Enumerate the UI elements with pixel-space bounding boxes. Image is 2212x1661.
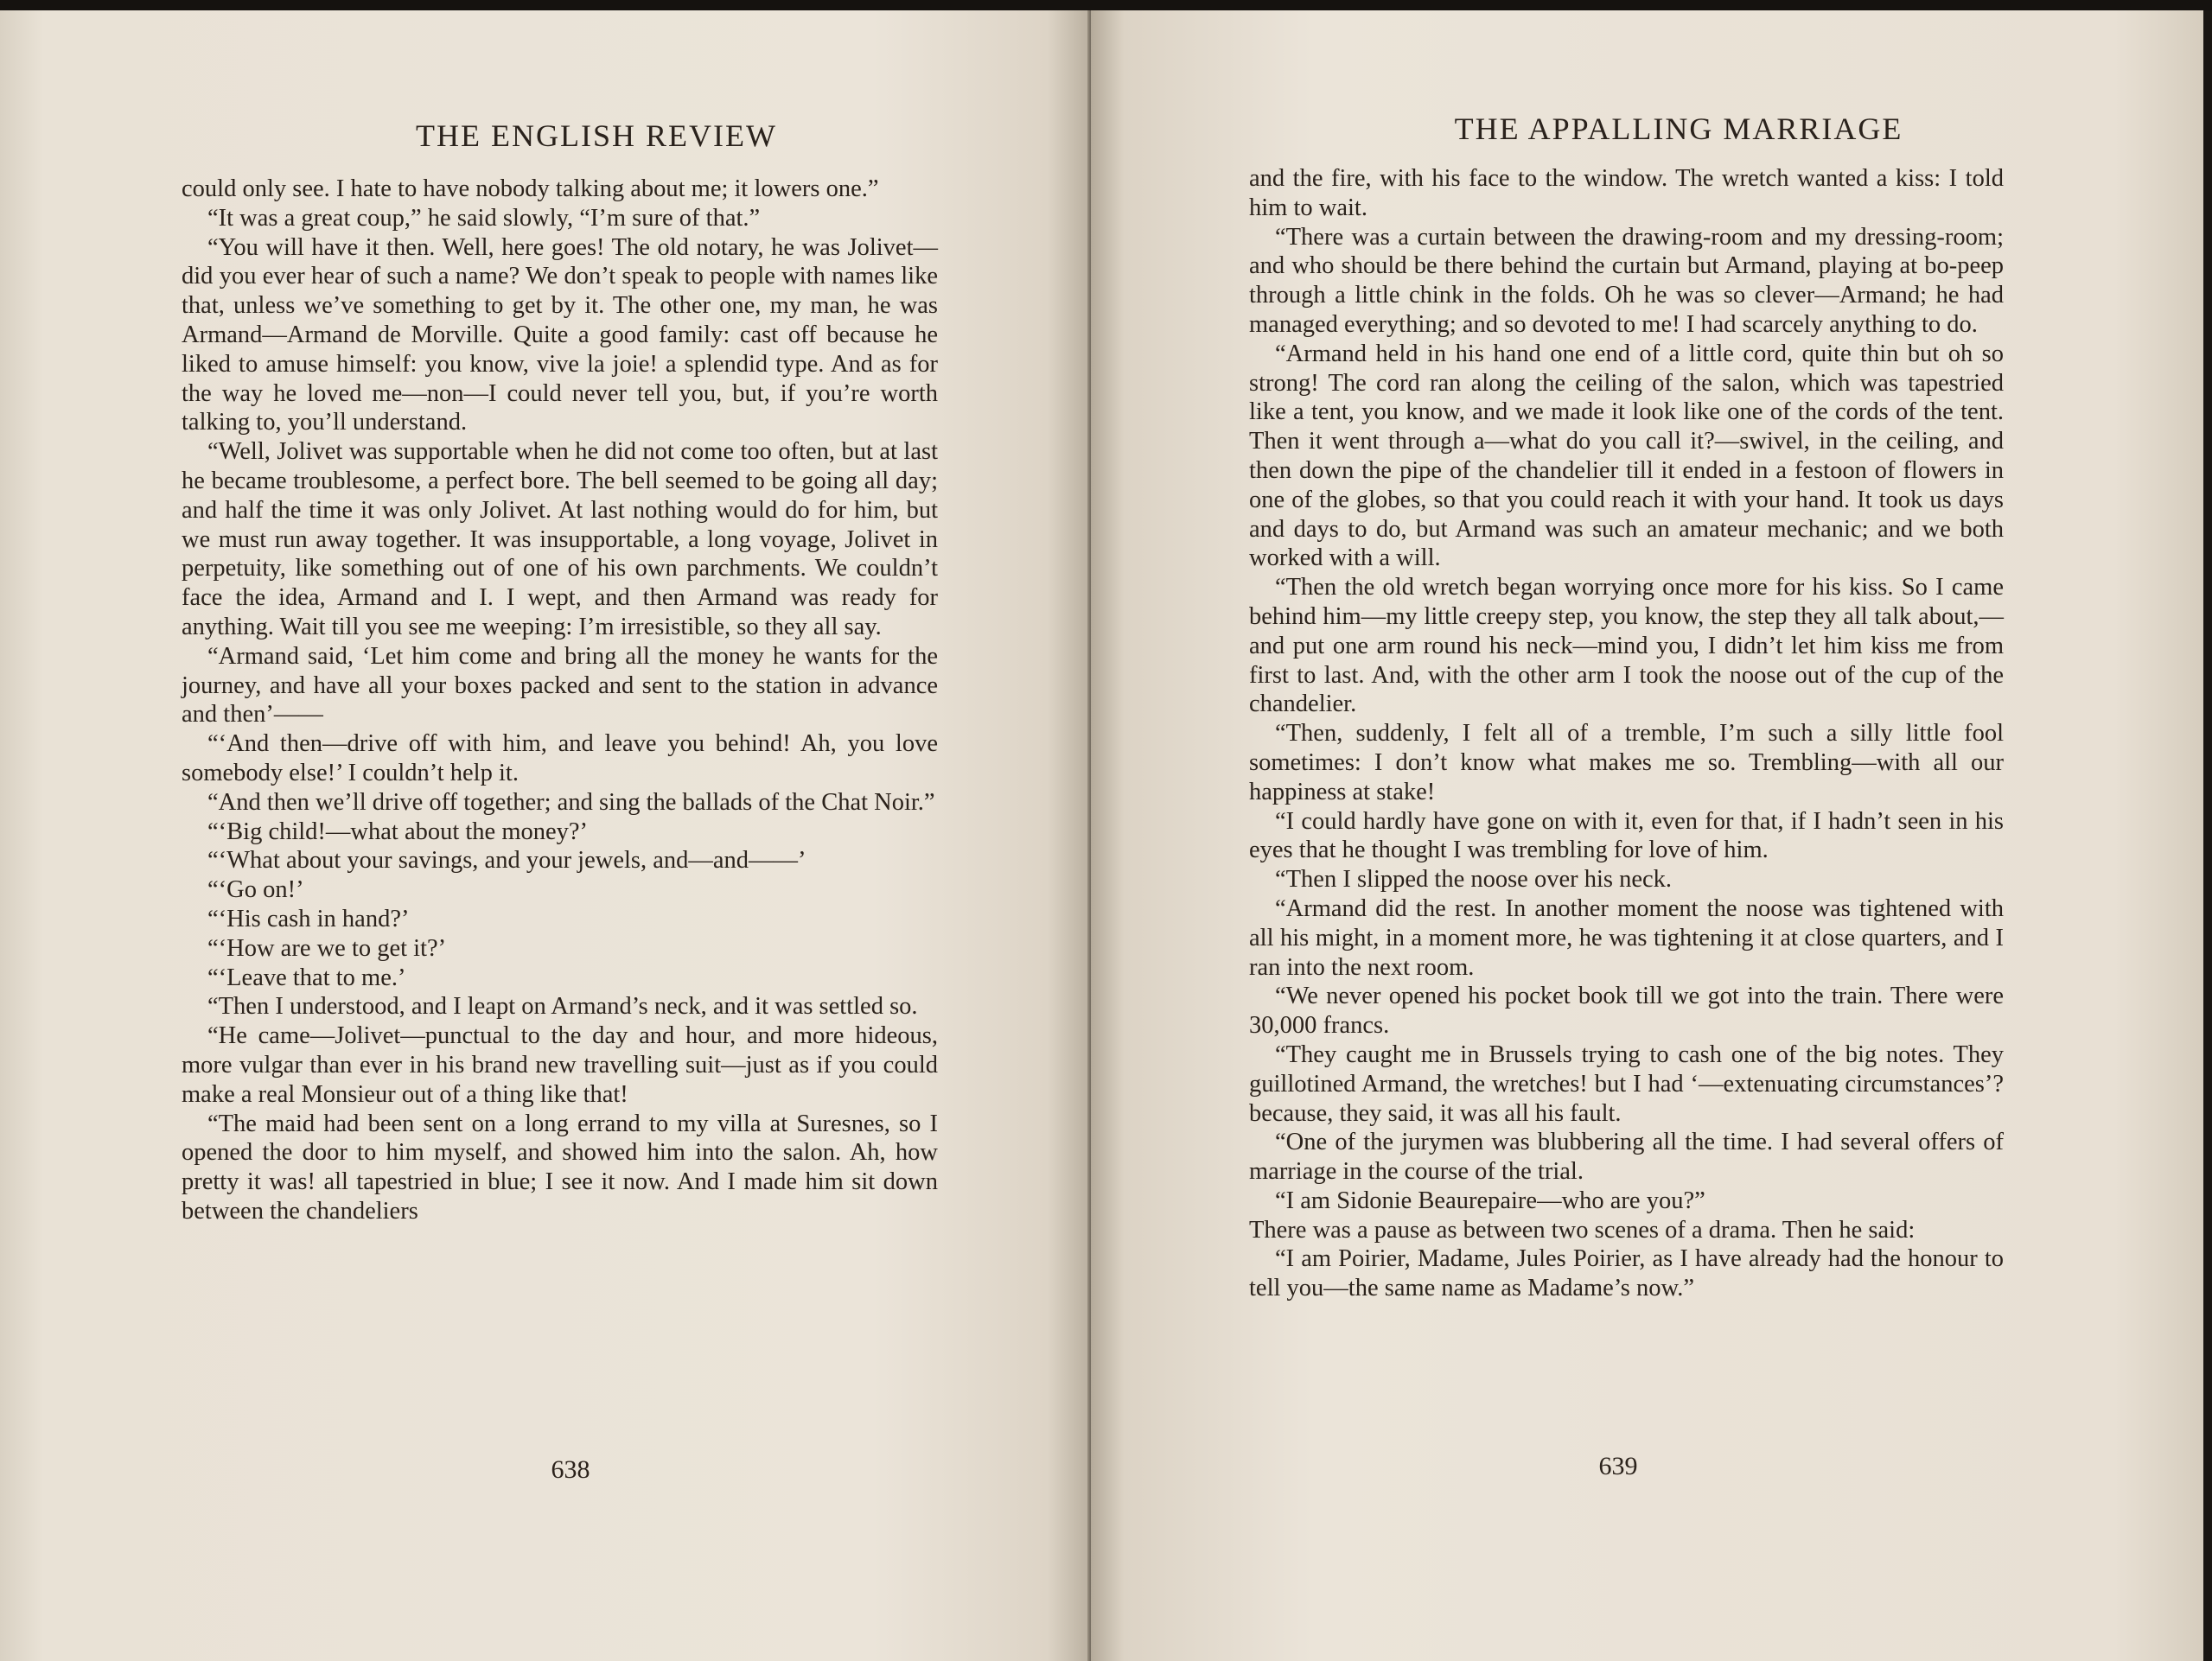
paragraph: “I am Poirier, Madame, Jules Poirier, as I have already had the honour to tell you—the same name as Madame’s now.” [1249, 1245, 2004, 1302]
paragraph: “‘And then—drive off with him, and leave you behind! Ah, you love somebody else!’ I couldn’t help it. [182, 730, 938, 786]
paragraph: “We never opened his pocket book till we got into the train. There were 30,000 francs. [1249, 983, 2004, 1040]
paragraph: “‘Leave that to me.’ [207, 964, 406, 991]
paragraph: “Well, Jolivet was supportable when he did not come too often, but at last he became troublesome, a perfect bore. The bell seemed to be going all day; and half the time it was only Jolivet. At last nothing would do for him, but we must run away together. It was insupportable, a long voyage, Jolivet in perpetuity, like something out of one of his own parchments. We couldn’t face the idea, Armand and I. I wept, and then Armand was ready for anything. Wait till you see me weeping: I’m irresistible, so they all say. [182, 438, 938, 640]
running-head: THE APPALLING MARRIAGE [1454, 111, 1903, 146]
page-text [1249, 164, 2004, 1303]
paragraph: “‘How are we to get it?’ [207, 934, 447, 962]
right-page [1091, 10, 2203, 1661]
paragraph: “‘Go on!’ [207, 876, 304, 904]
paragraph: “Armand said, ‘Let him come and bring all the money he wants for the journey, and have all your boxes packed and sent to the station in advance and then’—— [182, 642, 938, 729]
paragraph: “They caught me in Brussels trying to cash one of the big notes. They guillotined Armand, the wretches! but I had ‘—extenuating circumstances’? because, they said, it was all his fault. [1249, 1041, 2004, 1127]
page-edge [2203, 10, 2212, 1661]
page-number: 639 [1598, 1452, 1638, 1480]
left-page [0, 10, 1091, 1661]
running-head: THE ENGLISH REVIEW [416, 118, 777, 153]
paragraph: “I am Sidonie Beaurepaire—who are you?” [1275, 1187, 1705, 1214]
paragraph: “Then, suddenly, I felt all of a tremble, I’m such a silly little fool sometimes: I don’t know what makes me so. Trembling—with all our happiness at stake! [1249, 720, 2004, 805]
page-text [182, 175, 938, 1226]
paragraph: “You will have it then. Well, here goes! The old notary, he was Jolivet—did you ever hear of such a name? We don’t speak to people with names like that, unless we’ve something to get by it. The other one, my man, he was Armand—Armand de Morville. Quite a good family: cast off because he liked to amuse himself: you know, vive la joie! a splendid type. And as for the way he loved me—non—I could never tell you, but, if you’re worth talking to, you’ll understand. [182, 233, 938, 436]
paragraph: “I could hardly have gone on with it, even for that, if I hadn’t seen in his eyes that he thought I was trembling for love of him. [1249, 807, 2004, 864]
book-spread [0, 10, 2212, 1661]
paragraph: “It was a great coup,” he said slowly, “I’m sure of that.” [207, 204, 761, 232]
paragraph: “Armand held in his hand one end of a little cord, quite thin but oh so strong! The cord ran along the ceiling of the salon, which was tapestried like a tent, you know, and we made it look like one of the cords of the tent. Then it went through a—what do you call it?—swivel, in the ceiling, and then down the pipe of the chandelier till it ended in a festoon of flowers in one of the globes, so that you could reach it with your hand. It took us days and days to do, but Armand was such an amateur mechanic; and we both worked with a will. [1249, 340, 2004, 572]
paragraph: and the fire, with his face to the window. The wretch wanted a kiss: I told him to wait. [1249, 165, 2004, 221]
paragraph: “Armand did the rest. In another moment the noose was tightened with all his might, in a moment more, he was tightening it at close quarters, and I ran into the next room. [1249, 894, 2004, 981]
paragraph: “‘Big child!—what about the money?’ [207, 818, 589, 845]
page-number: 638 [551, 1455, 590, 1484]
paragraph: could only see. I hate to have nobody talking about me; it lowers one.” [182, 175, 879, 202]
paragraph: There was a pause as between two scenes of a drama. Then he said: [1249, 1216, 1916, 1244]
paragraph: “The maid had been sent on a long errand to my villa at Suresnes, so I opened the door to him myself, and showed him into the salon. Ah, how pretty it was! all tapestried in blue; I see it now. And I made him sit down between the chandeliers [182, 1110, 938, 1225]
paragraph: “There was a curtain between the drawing-room and my dressing-room; and who should be there behind the curtain but Armand, playing at bo-peep through a little chink in the folds. Oh he was so clever—Armand; he had managed everything; and so devoted to me! I had scarcely anything to do. [1249, 223, 2004, 338]
paragraph: “‘His cash in hand?’ [207, 905, 410, 932]
paragraph: “He came—Jolivet—punctual to the day and hour, and more hideous, more vulgar than ever in his brand new travelling suit—just as if you could make a real Monsieur out of a thing like that! [182, 1022, 938, 1108]
paragraph: “One of the jurymen was blubbering all the time. I had several offers of marriage in the course of the trial. [1249, 1129, 2004, 1186]
paragraph: “And then we’ll drive off together; and sing the ballads of the Chat Noir.” [207, 788, 935, 816]
paragraph: “Then I understood, and I leapt on Armand’s neck, and it was settled so. [207, 993, 918, 1021]
paragraph: “‘What about your savings, and your jewels, and—and——’ [207, 847, 806, 875]
paragraph: “Then I slipped the noose over his neck. [1275, 866, 1673, 894]
paragraph: “Then the old wretch began worrying once more for his kiss. So I came behind him—my little creepy step, you know, the step they all talk about,—and put one arm round his neck—mind you, I didn’t let him kiss me from first to last. And, with the other arm I took the noose out of the cup of the chandelier. [1249, 574, 2004, 718]
